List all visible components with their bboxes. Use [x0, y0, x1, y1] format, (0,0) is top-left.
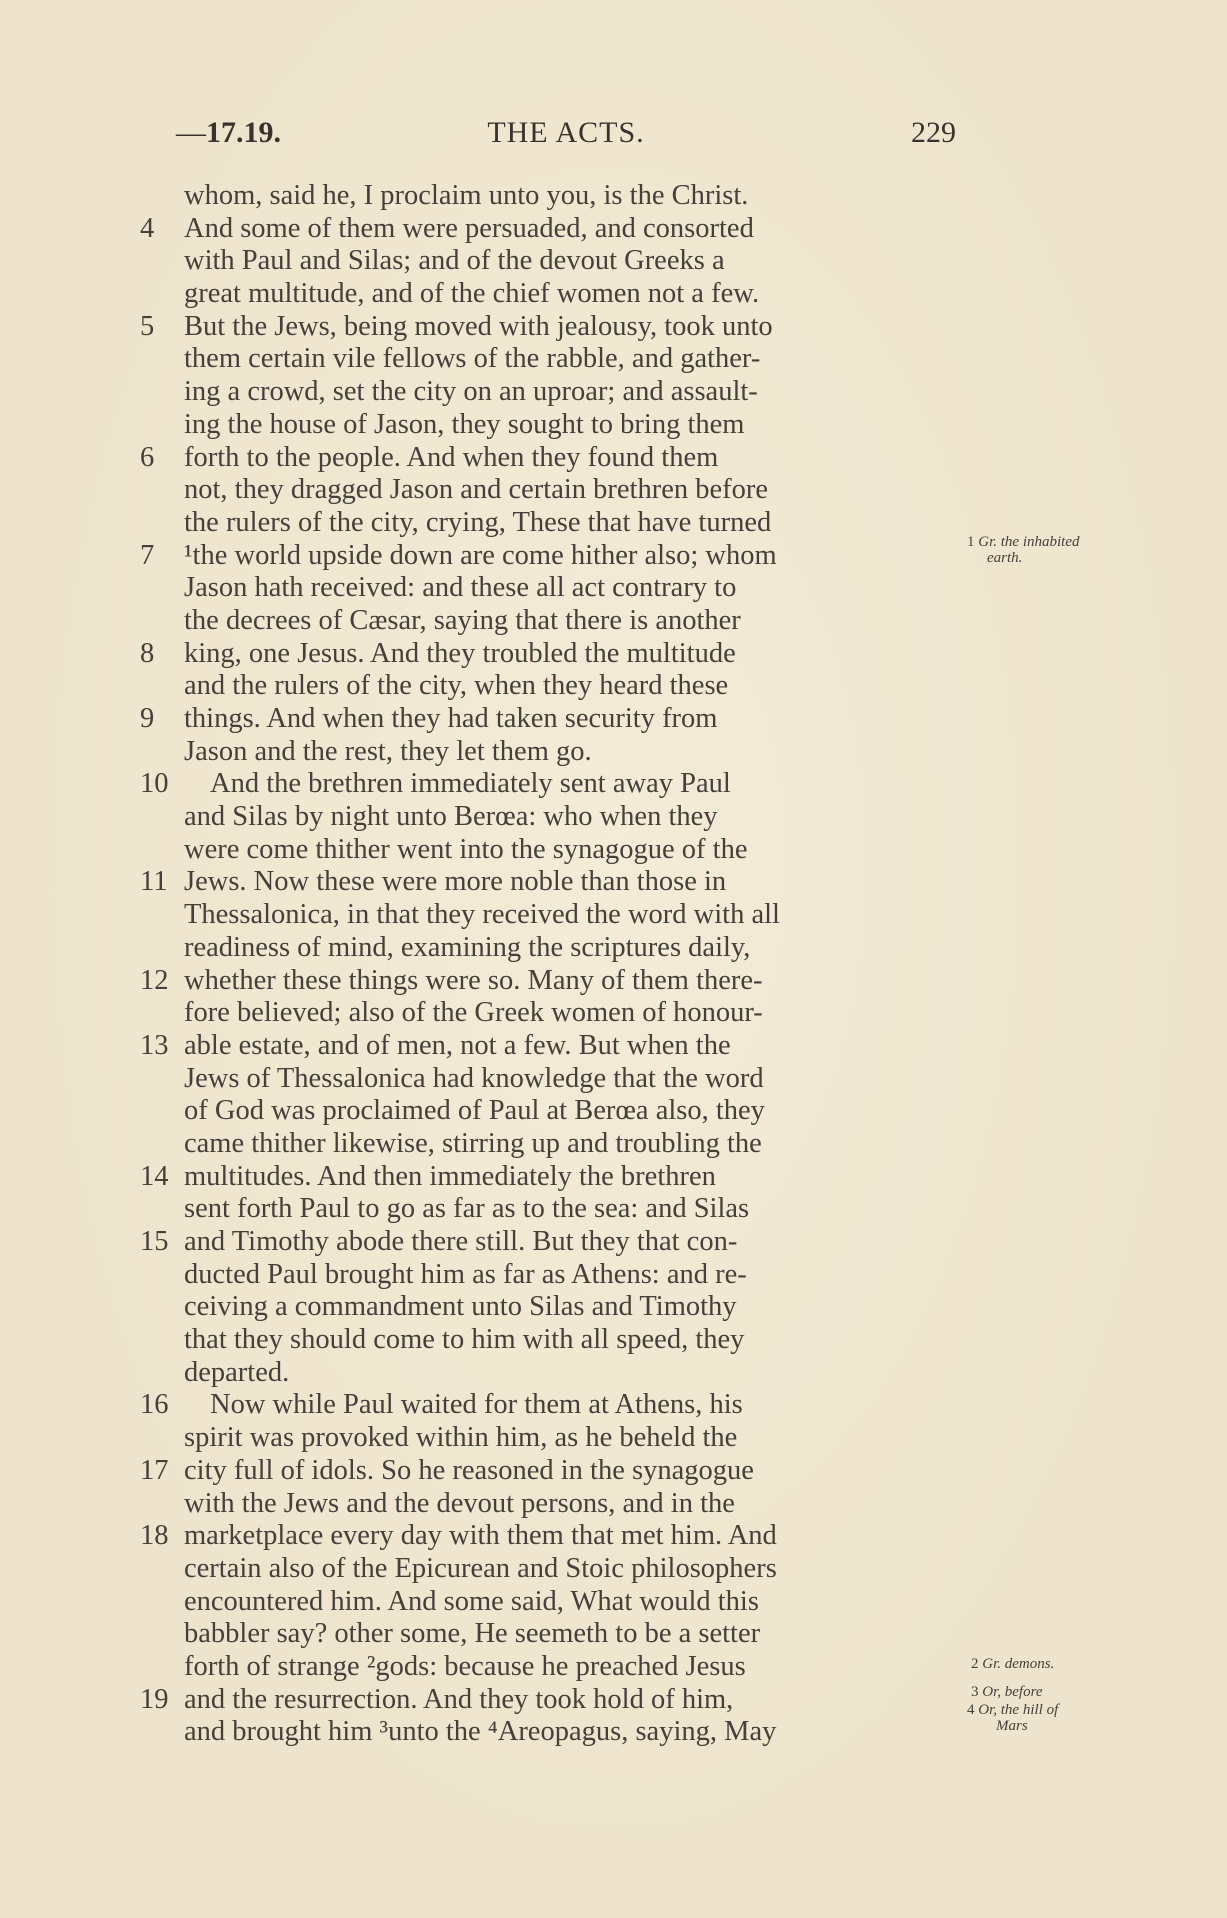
line-text: and brought him ³unto the ⁴Areopagus, saying, May — [184, 1716, 777, 1748]
text-line — [140, 703, 960, 736]
line-text: And the brethren immediately sent away Paul — [210, 768, 731, 800]
line-text: departed. — [184, 1356, 290, 1388]
text-line — [140, 311, 960, 344]
text-line — [140, 1063, 960, 1096]
line-text: not, they dragged Jason and certain brethren before — [184, 474, 769, 506]
line-text: Jews of Thessalonica had knowledge that the word — [184, 1062, 764, 1094]
page-number: 229 — [911, 116, 956, 149]
line-text: spirit was provoked within him, as he beheld the — [184, 1422, 738, 1454]
verse-number: 13 — [140, 1029, 169, 1061]
line-text: ing a crowd, set the city on an uproar; and assault- — [184, 376, 758, 408]
line-text: able estate, and of men, not a few. But when the — [184, 1029, 731, 1061]
text-line — [140, 997, 960, 1030]
text-line — [140, 965, 960, 998]
text-line — [140, 1520, 960, 1553]
line-text: the rulers of the city, crying, These that have turned — [184, 506, 772, 538]
margin-note-2: 2 Gr. demons. — [971, 1656, 1055, 1672]
line-text: Jews. Now these were more noble than those in — [184, 866, 727, 898]
line-text: with Paul and Silas; and of the devout Greeks a — [184, 245, 725, 277]
chapter-verse-reference: —17.19. — [176, 116, 281, 149]
line-text: forth to the people. And when they found them — [184, 441, 719, 473]
verse-number: 15 — [140, 1226, 169, 1257]
running-head — [176, 116, 956, 156]
text-line — [140, 866, 960, 899]
text-line — [140, 899, 960, 932]
line-text: And some of them were persuaded, and consorted — [184, 212, 754, 244]
line-text: king, one Jesus. And they troubled the multitude — [184, 637, 736, 669]
verse-number: 9 — [140, 703, 155, 734]
text-line — [140, 180, 960, 213]
text-line — [140, 1226, 960, 1259]
text-line — [140, 213, 960, 246]
line-text: marketplace every day with them that met him. And — [184, 1520, 777, 1552]
line-text: Jason and the rest, they let them go. — [184, 735, 592, 767]
text-line — [140, 442, 960, 475]
verse-number: 17 — [140, 1454, 169, 1486]
scripture-text — [140, 180, 960, 1749]
verse-number: 5 — [140, 310, 155, 342]
text-line — [140, 474, 960, 507]
verse-number: 7 — [140, 539, 155, 571]
text-line — [140, 605, 960, 638]
verse-number: 11 — [140, 866, 168, 898]
verse-number: 8 — [140, 637, 155, 669]
verse-number: 10 — [140, 768, 169, 800]
text-line — [140, 278, 960, 311]
text-line — [140, 638, 960, 671]
text-line — [140, 1455, 960, 1488]
line-text: came thither likewise, stirring up and troubling the — [184, 1127, 762, 1159]
line-text: encountered him. And some said, What would this — [184, 1585, 759, 1617]
verse-number: 4 — [140, 212, 155, 244]
verse-number: 19 — [140, 1683, 169, 1715]
text-line — [140, 376, 960, 409]
line-text: and the resurrection. And they took hold of him, — [184, 1683, 734, 1715]
margin-note-3: 3 Or, before — [971, 1684, 1043, 1700]
text-line — [140, 1193, 960, 1226]
verse-number: 16 — [140, 1389, 169, 1421]
line-text: certain also of the Epicurean and Stoic philosophers — [184, 1552, 777, 1584]
text-line — [140, 736, 960, 769]
line-text: sent forth Paul to go as far as to the sea: and Silas — [184, 1193, 750, 1225]
verse-number: 18 — [140, 1520, 169, 1552]
text-line — [140, 768, 960, 801]
verse-number: 12 — [140, 964, 169, 996]
line-text: that they should come to him with all speed, they — [184, 1324, 745, 1356]
text-line — [140, 932, 960, 965]
text-line — [140, 1553, 960, 1586]
text-line — [140, 1161, 960, 1194]
line-text: multitudes. And then immediately the brethren — [184, 1160, 716, 1192]
margin-note-1: 1 Gr. the inhabited earth. — [967, 534, 1080, 566]
text-line — [140, 1291, 960, 1324]
line-text: city full of idols. So he reasoned in the synagogue — [184, 1454, 754, 1486]
line-text: whom, said he, I proclaim unto you, is the Christ. — [184, 180, 749, 211]
text-line — [140, 1259, 960, 1292]
line-text: ducted Paul brought him as far as Athens: and re- — [184, 1258, 747, 1290]
line-text: and Timothy abode there still. But they that con- — [184, 1226, 738, 1257]
text-line — [140, 540, 960, 573]
text-line — [140, 1128, 960, 1161]
line-text: readiness of mind, examining the scriptures daily, — [184, 931, 751, 963]
line-text: and the rulers of the city, when they heard these — [184, 670, 729, 702]
text-line — [140, 1488, 960, 1521]
text-line — [140, 343, 960, 376]
text-line — [140, 1030, 960, 1063]
text-line — [140, 1716, 960, 1749]
text-line — [140, 409, 960, 442]
line-text: and Silas by night unto Berœa: who when they — [184, 801, 718, 833]
line-text: Jason hath received: and these all act contrary to — [184, 572, 737, 604]
text-line — [140, 801, 960, 834]
line-text: great multitude, and of the chief women not a few. — [184, 278, 760, 310]
line-text: forth of strange ²gods: because he preached Jesus — [184, 1650, 746, 1682]
text-line — [140, 245, 960, 278]
line-text: them certain vile fellows of the rabble, and gather- — [184, 343, 761, 375]
text-line — [140, 1651, 960, 1684]
line-text: ing the house of Jason, they sought to bring them — [184, 408, 745, 440]
line-text: But the Jews, being moved with jealousy, took unto — [184, 310, 773, 342]
text-line — [140, 1357, 960, 1390]
line-text: of God was proclaimed of Paul at Berœa also, they — [184, 1095, 765, 1127]
book-title: THE ACTS. — [487, 116, 645, 149]
line-text: whether these things were so. Many of them there- — [184, 964, 763, 996]
margin-note-4: 4 Or, the hill of Mars — [967, 1702, 1059, 1734]
text-line — [140, 1095, 960, 1128]
line-text: Now while Paul waited for them at Athens, his — [210, 1389, 743, 1421]
line-text: the decrees of Cæsar, saying that there is another — [184, 604, 741, 636]
text-line — [140, 1586, 960, 1619]
text-line — [140, 670, 960, 703]
line-text: things. And when they had taken security from — [184, 703, 718, 734]
line-text: were come thither went into the synagogue of the — [184, 833, 748, 865]
line-text: babbler say? other some, He seemeth to be a setter — [184, 1618, 761, 1650]
text-line — [140, 834, 960, 867]
line-text: ¹the world upside down are come hither also; whom — [184, 539, 777, 571]
text-line — [140, 1389, 960, 1422]
line-text: ceiving a commandment unto Silas and Timothy — [184, 1291, 737, 1323]
text-line — [140, 1618, 960, 1651]
text-line — [140, 572, 960, 605]
text-line — [140, 1684, 960, 1717]
text-line — [140, 507, 960, 540]
line-text: fore believed; also of the Greek women of honour- — [184, 997, 763, 1029]
verse-number: 14 — [140, 1160, 169, 1192]
text-line — [140, 1324, 960, 1357]
verse-number: 6 — [140, 441, 155, 473]
line-text: with the Jews and the devout persons, and in the — [184, 1487, 735, 1519]
line-text: Thessalonica, in that they received the word with all — [184, 899, 780, 931]
text-line — [140, 1422, 960, 1455]
